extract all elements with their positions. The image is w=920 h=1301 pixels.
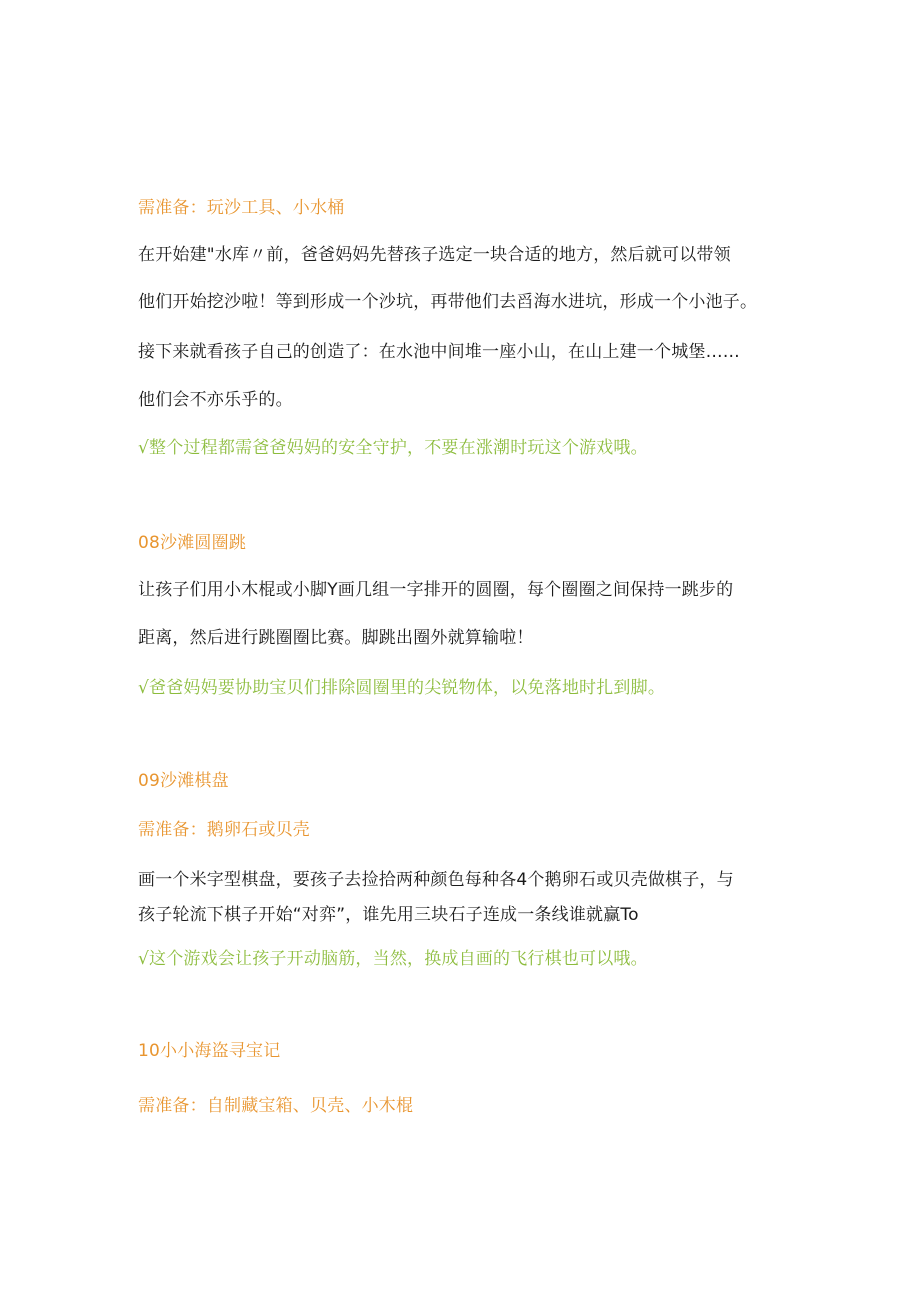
prep-line-10: 需准备：自制藏宝箱、贝壳、小木棍 — [138, 1096, 414, 1116]
section-title-09: 09沙滩棋盘 — [138, 771, 229, 791]
section-title-08: 08沙滩圆圈跳 — [138, 533, 247, 553]
body-line: 让孩子们用小木棍或小脚Y画几组一字排开的圆圈，每个圈圈之间保持一跳步的 — [138, 580, 734, 600]
tip-line-08: √爸爸妈妈要协助宝贝们排除圆圈里的尖锐物体，以免落地时扎到脚。 — [138, 678, 666, 698]
body-line: 接下来就看孩子自己的创造了：在水池中间堆一座小山，在山上建一个城堡…… — [138, 342, 740, 362]
tip-line-09: √这个游戏会让孩子开动脑筋，当然，换成自画的飞行棋也可以哦。 — [138, 949, 648, 969]
body-line: 在开始建"水库〃前，爸爸妈妈先替孩子选定一块合适的地方，然后就可以带领 — [138, 245, 731, 265]
section-title-10: 10小小海盗寻宝记 — [138, 1041, 281, 1061]
body-line: 他们会不亦乐乎的。 — [138, 390, 293, 410]
body-line: 距离，然后进行跳圈圈比赛。脚跳出圈外就算输啦！ — [138, 628, 534, 648]
body-line: 他们开始挖沙啦！等到形成一个沙坑，再带他们去舀海水进坑，形成一个小池子。 — [138, 292, 758, 312]
body-line: 孩子轮流下棋子开始“对弈”，谁先用三块石子连成一条线谁就赢To — [138, 905, 639, 925]
tip-line-1: √整个过程都需爸爸妈妈的安全守护，不要在涨潮时玩这个游戏哦。 — [138, 438, 648, 458]
prep-line-09: 需准备：鹅卵石或贝壳 — [138, 820, 310, 840]
body-line: 画一个米字型棋盘，要孩子去捡拾两种颜色每种各4个鹅卵石或贝壳做棋子，与 — [138, 870, 734, 890]
prep-line-1: 需准备：玩沙工具、小水桶 — [138, 198, 345, 218]
